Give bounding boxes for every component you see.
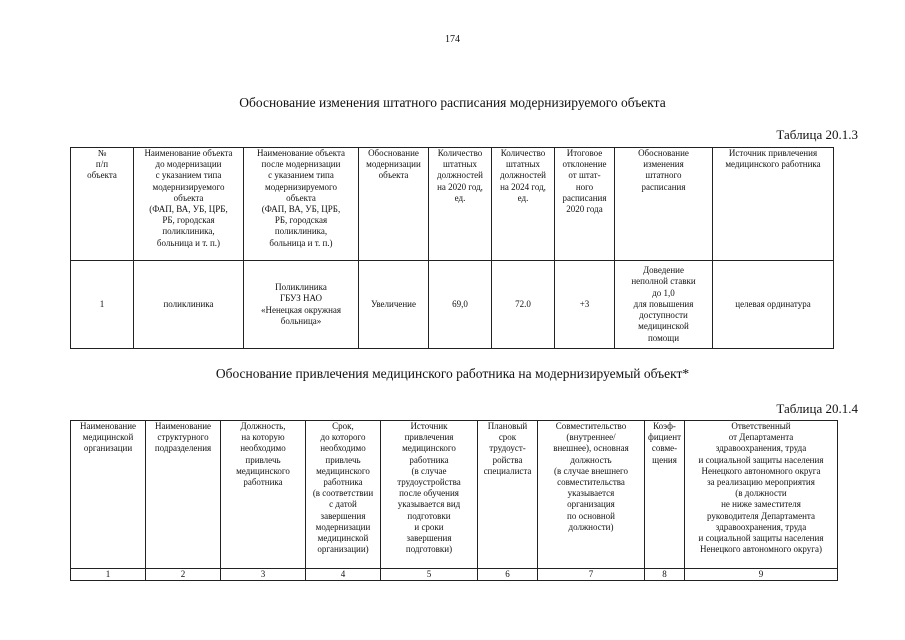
cell-object-before: поликлиника	[134, 261, 244, 349]
column-number: 4	[306, 569, 381, 581]
cell-staff-2020: 69,0	[429, 261, 492, 349]
cell-object-number: 1	[71, 261, 134, 349]
column-number: 5	[381, 569, 478, 581]
header-responsible: Ответственный от Департамента здравоохранения, труда и социальной защиты населения Ненецкого автономного округа за реализацию мероприятия (в должности не ниже заместителя руководителя Департамента здравоохранения, труда и социальной защиты населения Ненецкого автономного округа)	[685, 421, 838, 569]
cell-deviation: +3	[555, 261, 615, 349]
table-row	[71, 261, 834, 349]
column-number: 7	[538, 569, 645, 581]
header-department: Наименование структурного подразделения	[146, 421, 221, 569]
column-number: 6	[478, 569, 538, 581]
table-20-1-3-title: Обоснование изменения штатного расписания модернизируемого объекта	[239, 95, 666, 110]
header-object-number: № п/п объекта	[71, 148, 134, 261]
cell-object-after: Поликлиника ГБУЗ НАО «Ненецкая окружная больница»	[244, 261, 359, 349]
header-position: Должность, на которую необходимо привлечь медицинского работника	[221, 421, 306, 569]
header-combination-ratio: Коэф- фициент совме- щения	[645, 421, 685, 569]
cell-change-reason: Доведение неполной ставки до 1,0 для повышения доступности медицинской помощи	[615, 261, 713, 349]
column-number: 2	[146, 569, 221, 581]
header-staff-2020: Количество штатных должностей на 2020 год, ед.	[429, 148, 492, 261]
header-staff-2024: Количество штатных должностей на 2024 год, ед.	[492, 148, 555, 261]
header-deadline: Срок, до которого необходимо привлечь медицинского работника (в соответствии с датой завершения модернизации медицинской организации)	[306, 421, 381, 569]
header-part-time: Совместительство (внутреннее/ внешнее), основная должность (в случае внешнего совместительства указывается организация по основной должности)	[538, 421, 645, 569]
table-20-1-3-caption: Таблица 20.1.3	[776, 127, 858, 142]
header-organization: Наименование медицинской организации	[71, 421, 146, 569]
staffing-change-table	[70, 147, 834, 349]
header-change-reason: Обоснование изменения штатного расписания	[615, 148, 713, 261]
header-modernization-reason: Обоснование модернизации объекта	[359, 148, 429, 261]
cell-modernization-reason: Увеличение	[359, 261, 429, 349]
column-number: 3	[221, 569, 306, 581]
header-recruitment-source: Источник привлечения медицинского работника (в случае трудоустройства после обучения указывается вид подготовки и сроки завершения подготовки)	[381, 421, 478, 569]
worker-recruitment-table	[70, 420, 838, 581]
header-object-before: Наименование объекта до модернизации с указанием типа модернизируемого объекта (ФАП, ВА, УБ, ЦРБ, РБ, городская поликлиника, больница и т. п.)	[134, 148, 244, 261]
header-source: Источник привлечения медицинского работника	[713, 148, 834, 261]
cell-staff-2024: 72.0	[492, 261, 555, 349]
header-deviation: Итоговое отклонение от штат- ного расписания 2020 года	[555, 148, 615, 261]
column-number-row	[71, 569, 838, 581]
column-number: 1	[71, 569, 146, 581]
table-20-1-4-caption: Таблица 20.1.4	[776, 401, 858, 416]
cell-source: целевая ординатура	[713, 261, 834, 349]
header-object-after: Наименование объекта после модернизации с указанием типа модернизируемого объекта (ФАП, ВА, УБ, ЦРБ, РБ, городская поликлиника, больница и т. п.)	[244, 148, 359, 261]
header-planned-date: Плановый срок трудоуст- ройства специалиста	[478, 421, 538, 569]
column-number: 9	[685, 569, 838, 581]
column-number: 8	[645, 569, 685, 581]
table-20-1-4-title: Обоснование привлечения медицинского работника на модернизируемый объект*	[215, 366, 690, 381]
page-number: 174	[445, 34, 460, 45]
